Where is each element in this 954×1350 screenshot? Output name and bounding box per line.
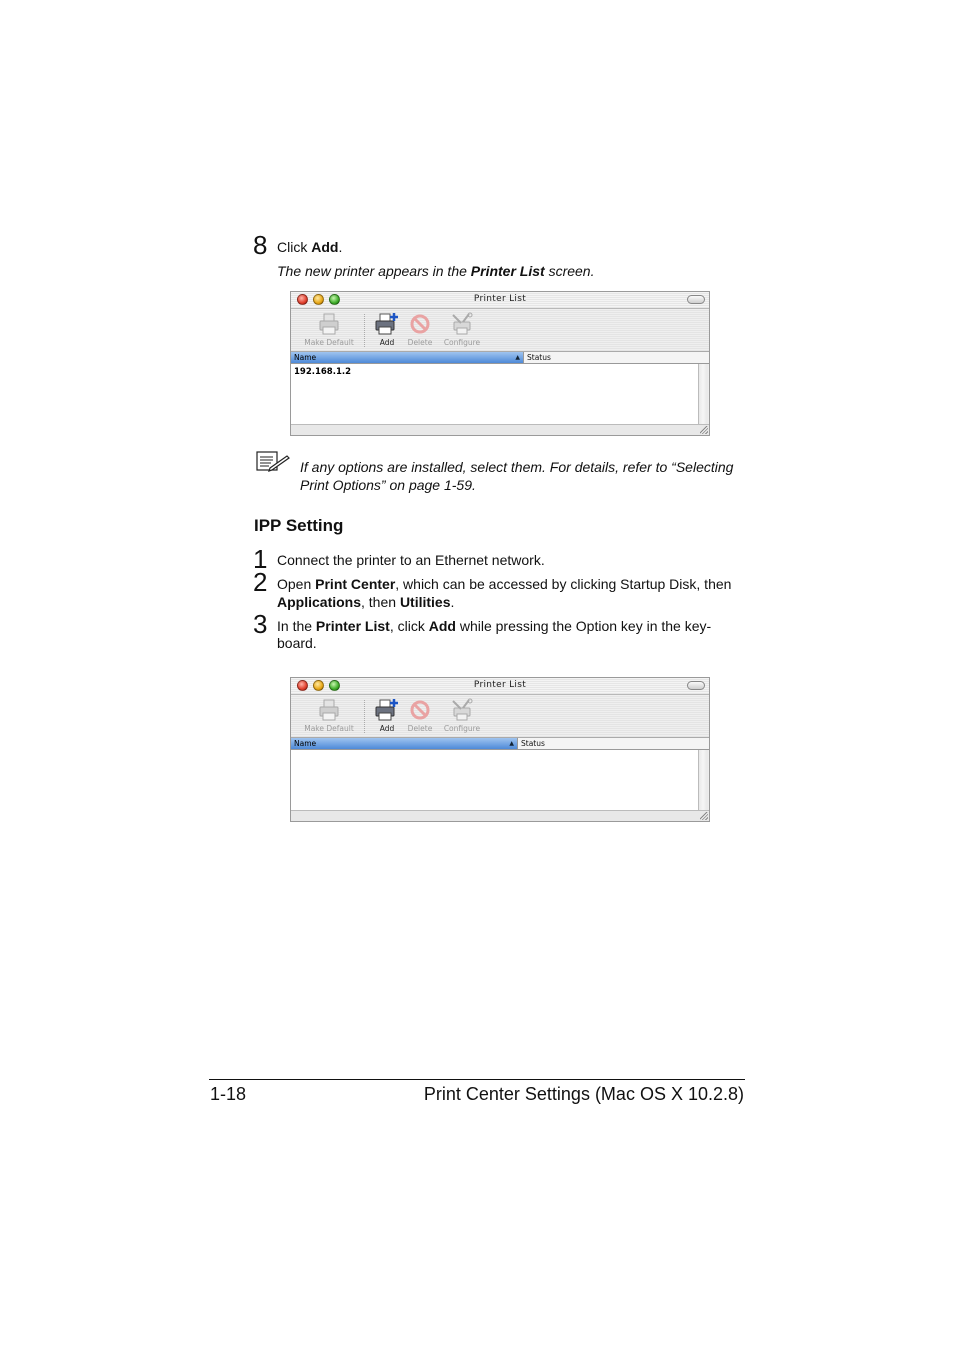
add-button[interactable] — [371, 698, 403, 733]
footer-title: Print Center Settings (Mac OS X 10.2.8) — [423, 1084, 744, 1104]
make-default-button[interactable] — [299, 312, 359, 347]
toolbar — [291, 309, 709, 352]
toolbar-separator — [364, 314, 365, 347]
make-default-printer-icon — [317, 312, 341, 336]
add-label: Add — [379, 338, 395, 347]
step-number-1: 1 — [253, 544, 268, 574]
step-2-text-c: , then — [361, 594, 400, 610]
add-printer-icon — [374, 698, 400, 722]
add-label: Add — [379, 724, 395, 733]
resize-grip-icon[interactable] — [700, 812, 708, 820]
step-2-utilities: Utilities — [399, 594, 451, 610]
column-header — [291, 352, 709, 364]
step-3-line-1 — [277, 617, 711, 635]
delete-button[interactable] — [405, 698, 435, 733]
step-8-result-bold: Printer List — [470, 263, 545, 279]
sort-ascending-icon: ▲ — [515, 354, 520, 361]
step-2-text-d: . — [450, 594, 455, 610]
toolbar — [291, 695, 709, 738]
step-2-line-2 — [277, 593, 454, 611]
note-line-2: Print Options” on page 1-59. — [300, 477, 476, 493]
step-3-line-2: board. — [277, 635, 317, 651]
vertical-scrollbar[interactable] — [698, 750, 709, 810]
step-8-period: . — [338, 239, 343, 255]
column-header — [291, 738, 709, 750]
step-2-applications: Applications — [277, 594, 362, 610]
step-8-result — [277, 262, 595, 280]
step-3-text-c: while pressing the Option key in the key- — [455, 618, 712, 634]
step-2-text-a: Open — [277, 576, 316, 592]
title-bar[interactable] — [291, 678, 709, 695]
add-printer-icon — [374, 312, 400, 336]
window-title: Printer List — [473, 294, 527, 304]
status-column-header[interactable] — [517, 738, 545, 749]
vertical-scrollbar[interactable] — [698, 364, 709, 424]
delete-label: Delete — [407, 724, 433, 733]
step-3-add: Add — [428, 618, 456, 634]
printer-list-window — [290, 291, 710, 436]
step-2-line-1 — [277, 575, 731, 593]
step-2-text-b: , which can be accessed by clicking Startup Disk, then — [395, 576, 732, 592]
sort-ascending-icon: ▲ — [509, 740, 514, 747]
note-icon — [256, 451, 290, 478]
step-8-result-end: screen. — [544, 263, 595, 279]
step-3-text-b: , click — [389, 618, 429, 634]
name-column-label: Name — [294, 739, 317, 748]
table-row[interactable]: 192.168.1.2 — [294, 367, 352, 377]
configure-icon — [449, 698, 475, 722]
make-default-button[interactable] — [299, 698, 359, 733]
bottom-bar — [291, 424, 709, 435]
resize-grip-icon[interactable] — [700, 426, 708, 434]
step-1-text: Connect the printer to an Ethernet network. — [277, 552, 545, 568]
step-number-8: 8 — [253, 230, 268, 260]
step-8-text: Click — [277, 239, 312, 255]
configure-button[interactable] — [439, 698, 485, 733]
configure-label: Configure — [443, 338, 481, 347]
step-3-printer-list: Printer List — [315, 618, 390, 634]
delete-label: Delete — [407, 338, 433, 347]
configure-button[interactable] — [439, 312, 485, 347]
delete-icon — [408, 698, 432, 722]
step-number-2: 2 — [253, 567, 268, 597]
status-column-label: Status — [521, 739, 545, 748]
make-default-label: Make Default — [304, 724, 354, 733]
make-default-label: Make Default — [304, 338, 354, 347]
configure-icon — [449, 312, 475, 336]
configure-label: Configure — [443, 724, 481, 733]
printer-list — [291, 750, 709, 810]
step-number-3: 3 — [253, 609, 268, 639]
page-number: 1-18 — [210, 1084, 247, 1104]
name-column-header[interactable] — [291, 352, 523, 363]
toolbar-separator — [364, 700, 365, 733]
name-column-header[interactable] — [291, 738, 517, 749]
bottom-bar — [291, 810, 709, 821]
toolbar-toggle-button[interactable] — [687, 295, 705, 304]
step-3-text-a: In the — [277, 618, 316, 634]
status-column-header[interactable] — [523, 352, 551, 363]
printer-list-window-2 — [290, 677, 710, 822]
step-8-result-text: The new printer appears in the — [277, 263, 471, 279]
delete-icon — [408, 312, 432, 336]
step-2-print-center: Print Center — [315, 576, 396, 592]
add-button[interactable] — [371, 312, 403, 347]
title-bar[interactable] — [291, 292, 709, 309]
step-8-add-bold: Add — [311, 239, 339, 255]
status-column-label: Status — [527, 353, 551, 362]
note-line-1: If any options are installed, select them. For details, refer to “Selecting — [300, 459, 734, 475]
footer-rule — [209, 1079, 745, 1080]
delete-button[interactable] — [405, 312, 435, 347]
make-default-printer-icon — [317, 698, 341, 722]
toolbar-toggle-button[interactable] — [687, 681, 705, 690]
name-column-label: Name — [294, 353, 317, 362]
window-title: Printer List — [473, 680, 527, 690]
section-heading: IPP Setting — [254, 516, 344, 535]
printer-list — [291, 364, 709, 424]
step-8-instruction — [277, 238, 342, 256]
